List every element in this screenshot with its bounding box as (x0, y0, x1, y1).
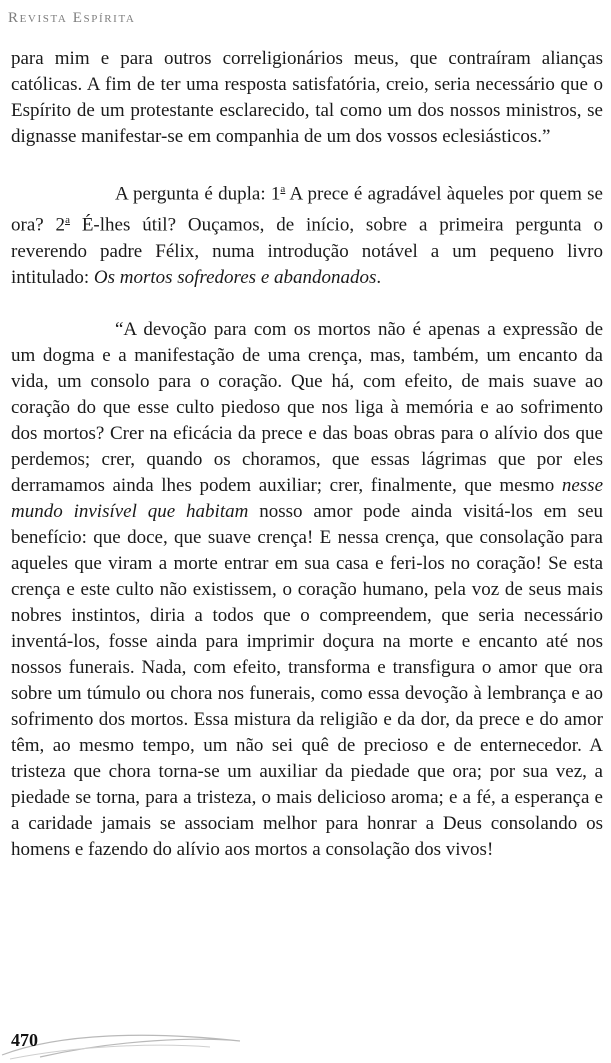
p3-italic: nesse mundo invisível que habitam (11, 474, 603, 522)
page-number: 470 (11, 1030, 38, 1050)
running-header: Revista Espírita (8, 10, 136, 26)
p2-text-a: A pergunta é dupla: 1 (115, 183, 281, 205)
p2-text-c: É-lhes útil? Ouçamos, de início, sobre a primeira pergunta o reverendo padre Félix, numa introdução notável a um pequeno livro intitulado: (11, 214, 603, 288)
p2-text-end: . (376, 266, 382, 288)
ordinal-sup-1: a (280, 183, 286, 195)
paragraph-1: para mim e para outros correligionários meus, que contraíram alianças católicas. A fim de ter uma resposta satisfatória, creio, seria necessário que o Espírito de um protestante esclarecido, tal como um dos nossos ministros, se dignasse manifestar-se em companhia de um dos vossos eclesiásticos.” (11, 48, 603, 147)
body-text (11, 46, 603, 863)
paragraph-2 (11, 176, 603, 291)
p3-text-b: nosso amor pode ainda visitá-los em seu benefício: que doce, que suave crença! E nessa crença, que consolação para aqueles que viram a morte entrar em sua casa e feri-los no coração! Se esta crença e este culto não existissem, o coração humano, pela voz de seus mais nobres instintos, diria a todos que o compreendem, que seria necessário inventá-los, fosse ainda para imprimir doçura na morte e encanto até nos nossos funerais. Nada, com efeito, transforma e transfigura o amor que ora sobre um túmulo ou chora nos funerais, como essa devoção à lembrança e ao sofrimento dos mortos. Essa mistura da religião e da dor, da prece e do amor têm, ao mesmo tempo, um não sei quê de precioso e de enternecedor. A tristeza que chora torna-se um auxiliar da piedade que ora; por sua vez, a piedade se torna, para a tristeza, o mais delicioso aroma; e a fé, a esperança e a caridade jamais se associam melhor para honrar a Deus consolando os homens e fazendo do alívio aos mortos a consolação dos vivos! (11, 500, 604, 860)
footer-swash-ornament (0, 1025, 260, 1063)
ordinal-sup-2: a (65, 214, 70, 227)
p3-text-a: “A devoção para com os mortos não é apenas a expressão de um dogma e a manifestação de uma crença, mas, também, um encanto da vida, um consolo para o coração. Que há, com efeito, de mais suave ao coração do que esse culto piedoso que nos liga à memória e ao sofrimento dos mortos? Crer na eficácia da prece e das boas obras para o alívio dos que perdemos; crer, quando os choramos, que essas lágrimas que por eles derramamos ainda lhes podem auxiliar; crer, finalmente, que mesmo (11, 318, 603, 496)
p2-text-b: A prece é agradável àqueles por quem se ora? 2 (11, 183, 603, 236)
book-title: Os mortos sofredores e abandonados (93, 266, 377, 288)
paragraph-3 (11, 317, 603, 863)
